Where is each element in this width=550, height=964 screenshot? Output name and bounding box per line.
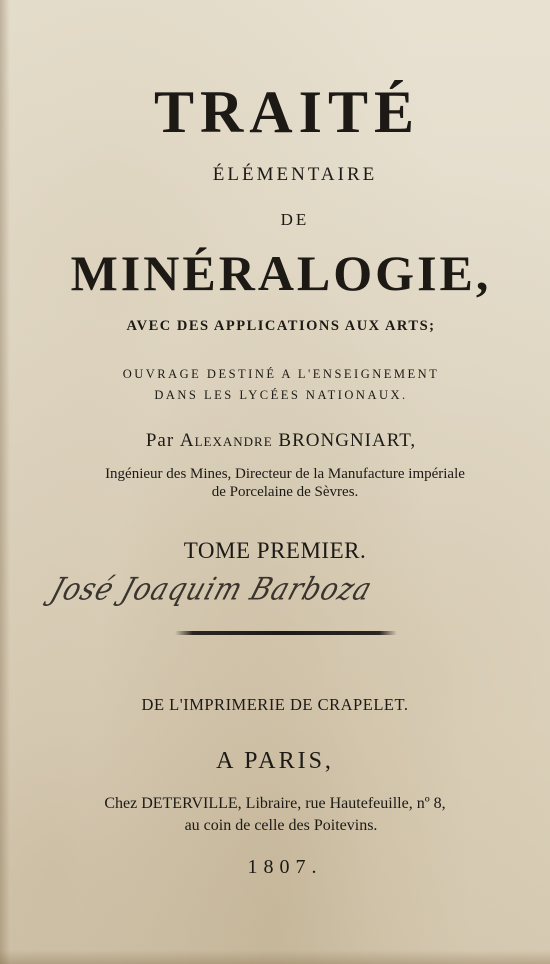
page-bottom-shadow [0,950,550,964]
decorative-rule [175,631,397,635]
author-first-name: Alexandre [179,430,273,451]
author-role-line-2: de Porcelaine de Sèvres. [211,484,359,500]
book-title: TRAITÉ [153,79,421,145]
publication-year: 1807. [247,856,323,878]
ouvrage-line: OUVRAGE DESTINÉ A L'ENSEIGNEMENT [122,367,440,381]
lycees-line: DANS LES LYCÉES NATIONAUX. [154,388,408,402]
subtitle-de: DE [280,210,310,229]
publisher-line-1: Chez DETERVILLE, Libraire, rue Hautefeuille, nº 8, [104,795,446,812]
author-last-name: BRONGNIART, [278,430,417,451]
city-line: A PARIS, [216,748,334,774]
main-title-mineralogie: MINÉRALOGIE, [70,245,492,301]
subtitle-elementaire: ÉLÉMENTAIRE [212,164,378,185]
publisher-line-2: au coin de celle des Poitevins. [184,817,378,834]
author-line [0,430,550,452]
author-prefix: Par [145,430,175,451]
printer-line: DE L'IMPRIMERIE DE CRAPELET. [141,695,409,714]
applications-line: AVEC DES APPLICATIONS AUX ARTS; [126,318,436,334]
volume-label: TOME PREMIER. [183,538,367,563]
handwritten-signature: José Joaquim Barboza [46,572,377,608]
author-role-line-1: Ingénieur des Mines, Directeur de la Manufacture impériale [105,466,465,482]
